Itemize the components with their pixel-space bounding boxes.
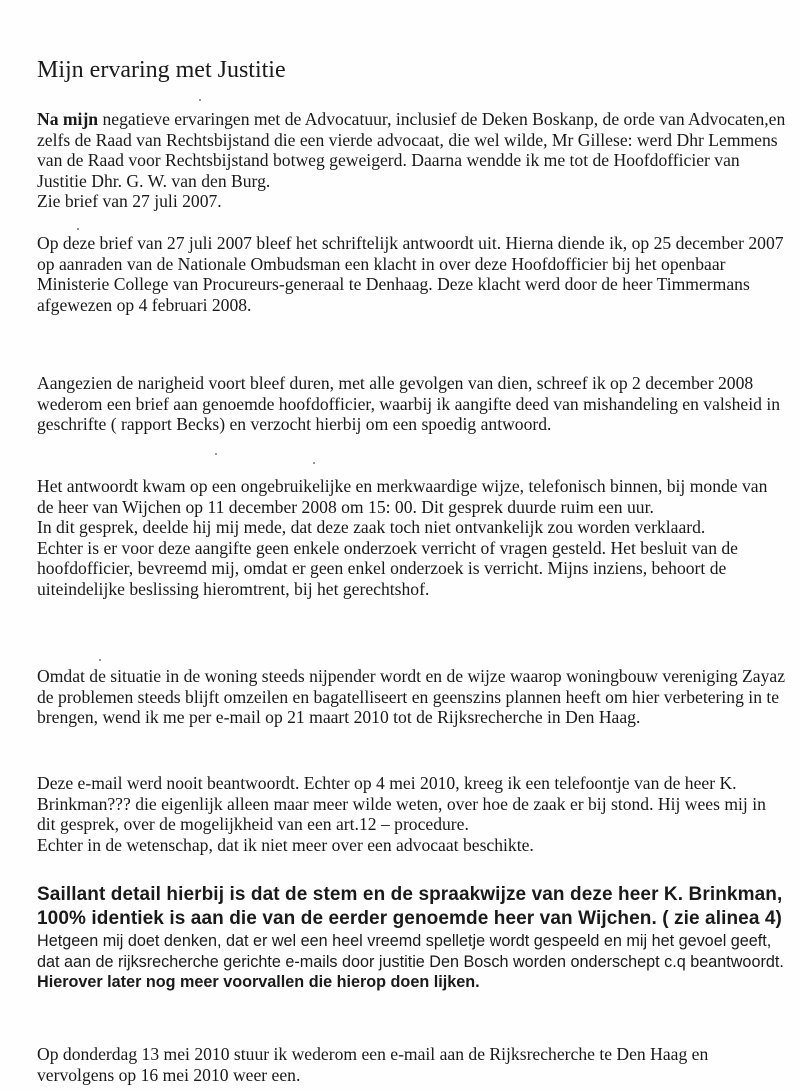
paragraph-1-reference: Zie brief van 27 juli 2007.: [37, 191, 222, 211]
scan-speck: [199, 99, 201, 101]
scan-speck: [99, 659, 101, 661]
paragraph-1-bold-lead: Na mijn: [37, 109, 99, 129]
paragraph-3: Aangezien de narigheid voort bleef duren, met alle gevolgen van dien, schreef ik op 2 december 2008 wederom een brief aan genoemde hoofdofficier, waarbij ik aangifte deed van mishandeling en valsheid in geschrifte ( rapport Becks) en verzocht hierbij om een spoedig antwoord.: [37, 373, 781, 434]
paragraph-2: Op deze brief van 27 juli 2007 bleef het schriftelijk antwoordt uit. Hierna diende ik, op 25 december 2007 op aanraden van de Nationale Ombudsman een klacht in over deze Hoofdofficier bij het openbaar Ministerie College van Procureurs-generaal te Denhaag. Deze klacht werd door de heer Timmermans afgewezen op 4 februari 2008.: [37, 233, 784, 315]
paragraph-6-text-a: Deze e-mail werd nooit beantwoordt. Echter op 4 mei 2010, kreeg ik een telefoontje van de heer K. Brinkman??? die eigenlijk alleen maar meer wilde weten, over hoe de zaak er bij stond. Hij wees mij in dit gesprek, over de mogelijkheid van een art.12 – procedure.: [37, 773, 766, 834]
paragraph-7-text: Hetgeen mij doet denken, dat er wel een heel vreemd spelletje wordt gespeeld en mij het gevoel geeft, dat aan de rijksrecherche gerichte e-mails door justitie Den Bosch worden onderschept c.q beantwoordt.: [37, 932, 784, 971]
paragraph-6: [37, 773, 787, 855]
scan-speck: [215, 453, 217, 455]
paragraph-4-text-c: Echter is er voor deze aangifte geen enkele onderzoek verricht of vragen gesteld. Het besluit van de hoofdofficier, bevreemd mij, omdat er geen enkel onderzoek is verricht. Mijns inziens, behoort de uiteindelijke beslissing hieromtrent, bij het gerechtshof.: [37, 537, 738, 599]
paragraph-4-text-a: Het antwoordt kwam op een ongebruikelijke en merkwaardige wijze, telefonisch binnen, bij monde van de heer van Wijchen op 11 december 2008 om 15: 00. Dit gesprek duurde ruim een uur.: [37, 476, 768, 517]
paragraph-6-text-b: Echter in de wetenschap, dat ik niet meer over een advocaat beschikte.: [37, 834, 534, 855]
scan-speck: [313, 462, 315, 464]
paragraph-7: [37, 883, 787, 993]
paragraph-1-text: negatieve ervaringen met de Advocatuur, inclusief de Deken Boskanp, de orde van Advocaten,en zelfs de Raad van Rechtsbijstand die een vierde advocaat, die wel wilde, Mr Gillese: werd Dhr Lemmens van de Raad voor Rechtsbijstand botweg geweigerd. Daarna wendde ik me tot de Hoofdofficier van Justitie Dhr. G. W. van den Burg.: [37, 109, 786, 191]
paragraph-7-heading: Saillant detail hierbij is dat de stem en de spraakwijze van deze heer K. Brinkman, 100% identiek is aan die van de eerder genoemde heer van Wijchen. ( zie alinea 4): [37, 884, 783, 929]
paragraph-5: Omdat de situatie in de woning steeds nijpender wordt en de wijze waarop woningbouw vereniging Zayaz de problemen steeds blijft omzeilen en bagatelliseert en geenszins plannen heeft om hier verbetering in te brengen, wend ik me per e-mail op 21 maart 2010 tot de Rijksrecherche in Den Haag.: [37, 666, 786, 727]
scan-speck: [77, 228, 79, 230]
document-title: Mijn ervaring met Justitie: [37, 57, 286, 83]
paragraph-8: Op donderdag 13 mei 2010 stuur ik wederom een e-mail aan de Rijksrecherche te Den Haag en vervolgens op 16 mei 2010 weer een.: [37, 1044, 709, 1085]
paragraph-4: [37, 476, 787, 599]
paragraph-4-text-b: In dit gesprek, deelde hij mij mede, dat deze zaak toch niet ontvankelijk zou worden verklaard.: [37, 517, 706, 537]
paragraph-7-body: [37, 931, 787, 993]
paragraph-1: [37, 109, 787, 212]
paragraph-7-bold-end: Hierover later nog meer voorvallen die hierop doen lijken.: [37, 973, 480, 992]
